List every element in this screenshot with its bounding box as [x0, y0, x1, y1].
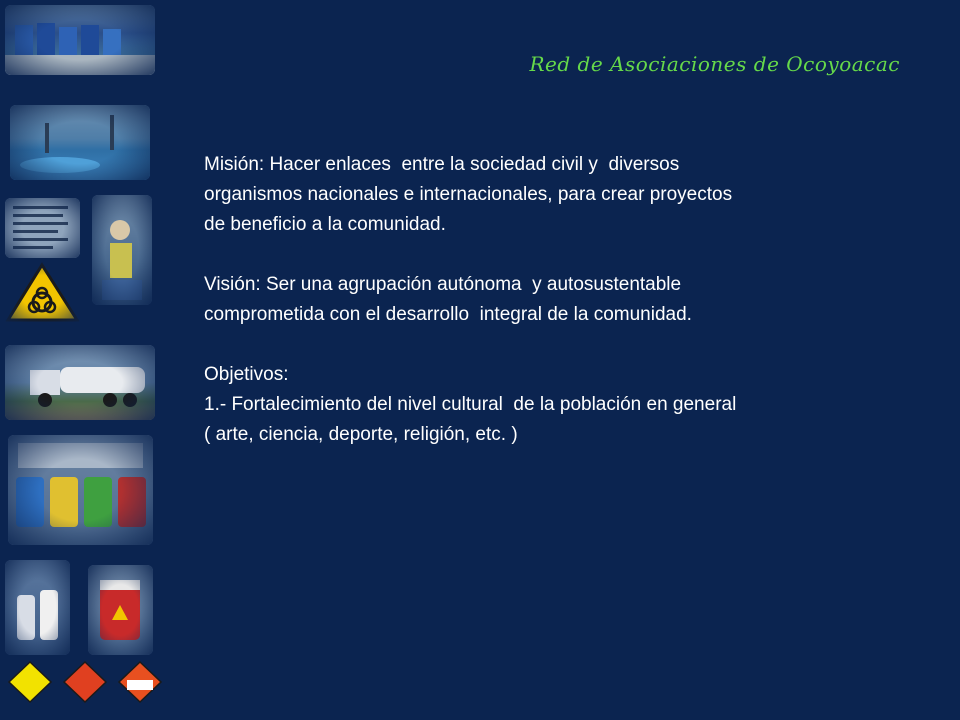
- objective-item: ( arte, ciencia, deporte, religión, etc. ): [204, 424, 518, 445]
- slide-title: Red de Asociaciones de Ocoyoacac: [529, 52, 900, 76]
- tanker-truck-photo: [5, 345, 155, 420]
- mission-line: organismos nacionales e internacionales, para crear proyectos: [204, 184, 733, 205]
- objectives-block: [204, 360, 904, 450]
- water-pollution-photo: [10, 105, 150, 180]
- vision-line: Visión: Ser una agrupación autónoma y autosustentable: [204, 274, 682, 295]
- hazard-placard-icons: [5, 660, 165, 705]
- mission-line: de beneficio a la comunidad.: [204, 214, 446, 235]
- vision-block: [204, 270, 904, 330]
- document-photo: [5, 198, 80, 258]
- worker-photo: [92, 195, 152, 305]
- mission-block: [204, 150, 904, 240]
- sidebar-image-strip: [0, 0, 175, 720]
- recycling-bins-photo: [8, 435, 153, 545]
- objectives-heading: Objetivos:: [204, 364, 289, 385]
- vision-line: comprometida con el desarrollo integral de la comunidad.: [204, 304, 692, 325]
- objective-item: 1.- Fortalecimiento del nivel cultural de la población en general: [204, 394, 737, 415]
- bottles-photo: [5, 560, 70, 655]
- mission-line: Misión: Hacer enlaces entre la sociedad civil y diversos: [204, 154, 680, 175]
- barrels-photo: [5, 5, 155, 75]
- slide-body: [204, 150, 904, 450]
- sharps-container-photo: [88, 565, 153, 655]
- biohazard-sign: [5, 262, 80, 324]
